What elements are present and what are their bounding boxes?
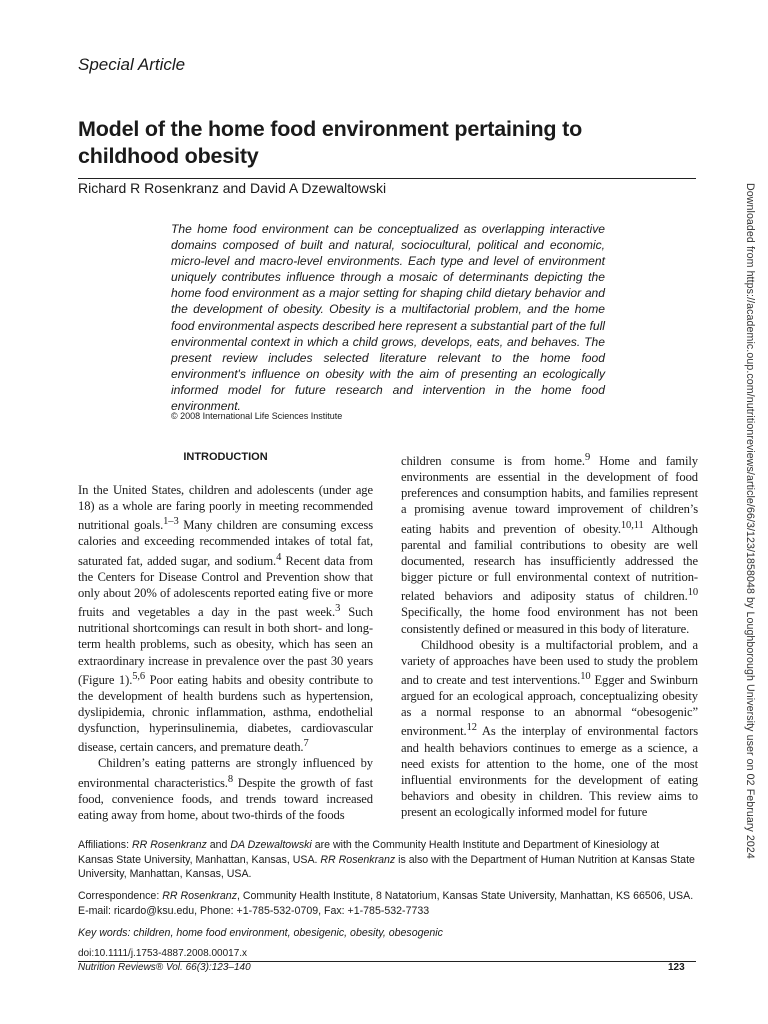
citation: 10,11 [620,519,644,531]
keywords: Key words: children, home food environment, obesigenic, obesity, obesogenic [78,926,443,939]
citation: 7 [303,738,309,750]
page-number: 123 [668,962,685,973]
citation: 9 [584,452,591,463]
title-rule [78,178,696,179]
paragraph: Children’s eating patterns are strongly influenced by environmental characteristics.$^8$ Despite the growth of fast food, convenience foods, and trends toward increased eating away from home, about two-thirds of the foods [78,756,373,822]
copyright-notice: © 2008 International Life Sciences Institute [171,411,343,421]
citation: 3 [335,603,341,615]
paragraph: In the United States, children and adolescents (under age 18) as a whole are faring poorly in meeting recommended nutritional goals.$^{1-3}$ Many children are consuming excess calories and exceeding recommended intakes of total fat, saturated fat, added sugar, and sodium.$^4$ Recent data from the Centers for Disease Control and Prevention show that only about 20% of adolescents reported eating five or more fruits and vegetables a day in the past week.$^3$ Such nutritional shortcomings can result in both short- and long-term health problems, such as obesity, which has seen an extraordinary increase in prevalence over the past 30 years (Figure 1).$^{5,6}$ Poor eating habits and obesity contribute to the development of health burdens such as hypertension, dyslipidemia, chronic inflammation, asthma, endothelial dysfunction, hyperinsulinemia, diabetes, cardiovascular disease, certain cancers, and premature death.$^7$ [78,483,374,755]
paragraph: Childhood obesity is a multifactorial problem, and a variety of approaches have been used to study the problem and to create and test interventions.$^{10}$ Egger and Swinburn argued for an ecological approach, conceptualizing obesity as a normal response to an abnormal “obesogenic” environment.$^{12}$ As the interplay of environmental factors and health behaviors continues to emerge as a science, a need exists for attention to the home, one of the most influential environments for the development of eating behaviors and obesity in children. This review aims to present an ecologically informed model for future [401,637,698,819]
doi: doi:10.1111/j.1753-4887.2008.00017.x [78,948,248,959]
article-title: Model of the home food environment pertaining to childhood obesity [78,117,582,168]
affiliations: Affiliations: RR Rosenkranz and DA Dzewaltowski are with the Community Health Institute and Department of Kinesiology at Kansas State University, Manhattan, Kansas, USA. RR Rosenkranz is also with the Department of Human Nutrition at Kansas State University, Manhattan, Kansas, USA. [78,839,695,881]
paragraph: children consume is from home.$^9$ Home and family environments are essential in the development of food preferences and consumption habits, and families represent a promising avenue toward improvement of children’s eating habits and prevention of obesity.$^{10,11}$ Although parental and familial contributions to obesity are well documented, research has insufficiently addressed the bigger picture or full environmental context of nutrition-related behaviors and adiposity status of children.$^{10}$ Specifically, the home food environment has not been consistently defined or measured in this body of literature. [401,452,698,636]
citation: 1–3 [163,516,179,528]
left-column [78,448,373,823]
right-column [401,450,698,820]
citation: 8 [227,773,233,785]
download-watermark: Downloaded from https://academic.oup.com/nutritionreviews/article/66/3/123/1858048 by Loughborough University user on 02 February 2024 [744,183,756,859]
abstract: The home food environment can be conceptualized as overlapping interactive domains composed of built and natural, sociocultural, political and economic, micro-level and macro-level environments. Each type and level of environment uniquely contributes influence through a mosaic of determinants depicting the home food environment as a major setting for shaping child dietary behavior and the development of obesity. Obesity is a multifactorial problem, and the home food environmental aspects described here represent a substantial part of the full environmental context in which a child grows, develops, eats, and behaves. The present review includes selected literature relevant to the home food environment's influence on obesity with the aim of presenting an ecologically informed model for future research and intervention in the home food environment. [171,222,605,414]
citation: 10 [580,670,591,682]
correspondence: Correspondence: RR Rosenkranz, Community Health Institute, 8 Natatorium, Kansas State University, Manhattan, KS 66506, USA. E-mail: ricardo@ksu.edu, Phone: +1-785-532-0709, Fax: +1-785-532-7733 [78,890,694,917]
journal-citation: Nutrition Reviews® Vol. 66(3):123–140 [78,962,251,973]
citation: 12 [466,722,477,734]
section-heading-introduction: INTRODUCTION [183,451,268,463]
article-authors: Richard R Rosenkranz and David A Dzewaltowski [78,180,387,196]
citation: 4 [276,551,282,563]
section-label: Special Article [78,55,186,74]
citation: 10 [687,587,698,599]
citation: 5,6 [132,670,146,682]
footnotes [78,838,696,947]
